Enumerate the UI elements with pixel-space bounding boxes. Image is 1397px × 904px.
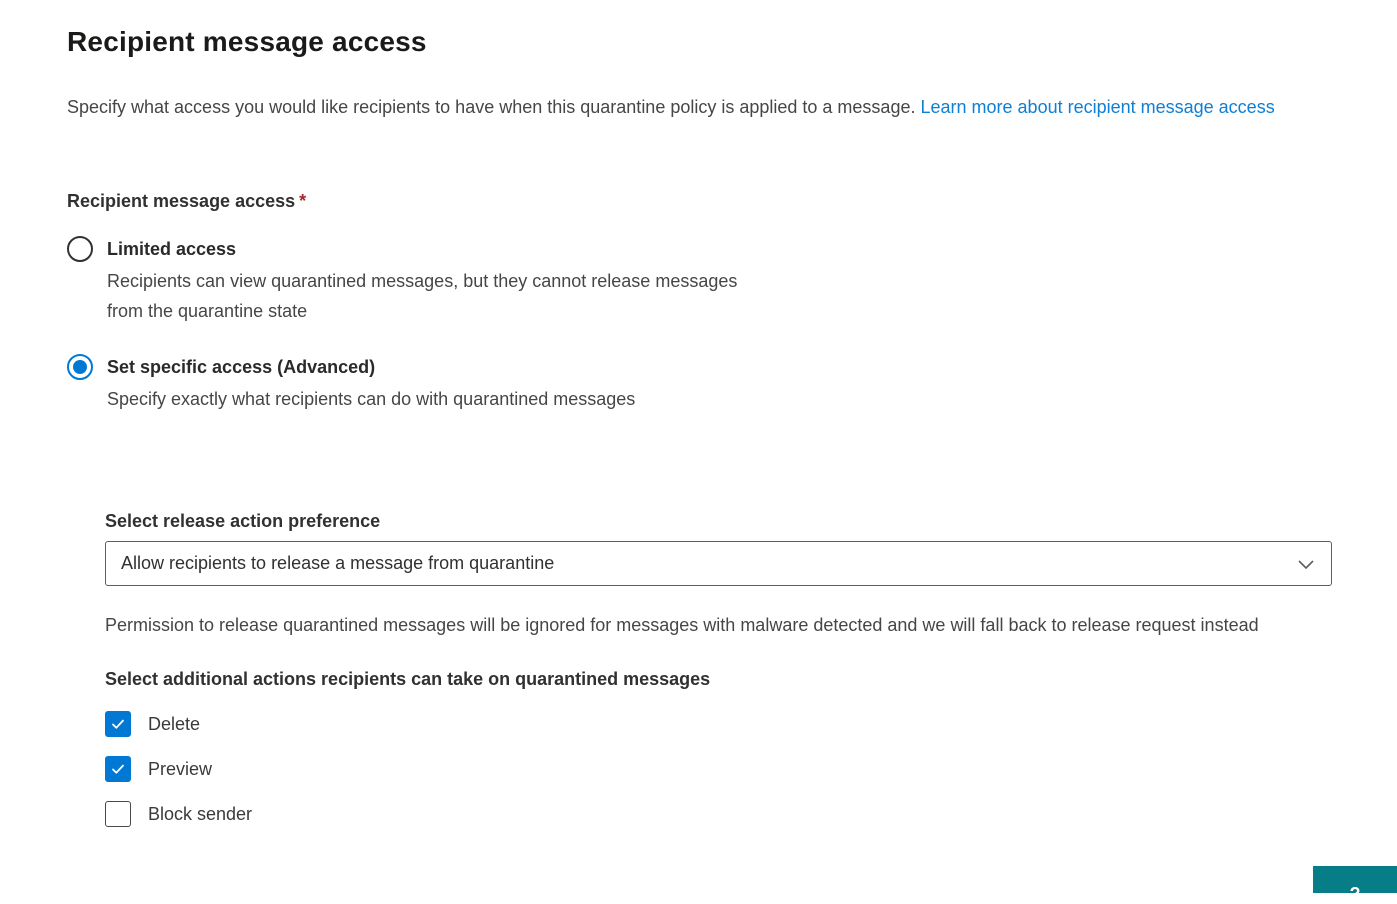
radio-option-text	[107, 236, 755, 326]
release-preference-label: Select release action preference	[105, 511, 381, 531]
access-field-label-text: Recipient message access	[67, 191, 296, 211]
additional-actions-label: Select additional actions recipients can take on quarantined messages	[105, 669, 711, 689]
chevron-down-icon	[1297, 558, 1315, 570]
help-button[interactable]	[1313, 866, 1397, 904]
checkmark-icon	[110, 716, 126, 732]
radio-button-icon[interactable]	[67, 236, 93, 262]
checkbox-icon[interactable]	[105, 801, 131, 827]
required-asterisk: *	[299, 191, 307, 211]
checkbox-label[interactable]: Block sender	[148, 803, 253, 824]
question-mark-icon: ?	[1349, 884, 1361, 904]
radio-option-limited-access[interactable]	[67, 236, 1332, 326]
checkmark-icon	[110, 761, 126, 777]
radio-option-label[interactable]: Set specific access (Advanced)	[107, 357, 376, 377]
learn-more-link[interactable]: Learn more about recipient message access	[920, 97, 1275, 117]
page-description-text: Specify what access you would like recipients to have when this quarantine policy is applied to a message.	[67, 97, 916, 117]
checkbox-icon[interactable]	[105, 756, 131, 782]
radio-option-label[interactable]: Limited access	[107, 239, 237, 259]
additional-actions-checkbox-list	[105, 711, 1332, 827]
checkbox-label[interactable]: Preview	[148, 758, 213, 779]
page-description	[67, 93, 1332, 121]
checkbox-row-preview[interactable]	[105, 756, 1332, 782]
access-field-label	[67, 190, 1332, 212]
checkbox-row-block-sender[interactable]	[105, 801, 1332, 827]
radio-option-description: Recipients can view quarantined messages, but they cannot release messages from the quarantine state	[107, 271, 738, 321]
page-title: Recipient message access	[67, 26, 427, 57]
advanced-access-section	[105, 510, 1332, 827]
dropdown-selected-value: Allow recipients to release a message from quarantine	[121, 553, 555, 573]
access-radio-group	[67, 236, 1332, 414]
radio-option-description: Specify exactly what recipients can do with quarantined messages	[107, 389, 636, 409]
radio-option-set-specific-access[interactable]	[67, 354, 1332, 414]
checkbox-label[interactable]: Delete	[148, 713, 201, 734]
release-preference-dropdown[interactable]	[105, 541, 1332, 586]
checkbox-row-delete[interactable]	[105, 711, 1332, 737]
release-permission-note: Permission to release quarantined messages will be ignored for messages with malware detected and we will fall back to release request instead	[105, 615, 1259, 635]
radio-option-text	[107, 354, 635, 414]
checkbox-icon[interactable]	[105, 711, 131, 737]
radio-button-icon[interactable]	[67, 354, 93, 380]
